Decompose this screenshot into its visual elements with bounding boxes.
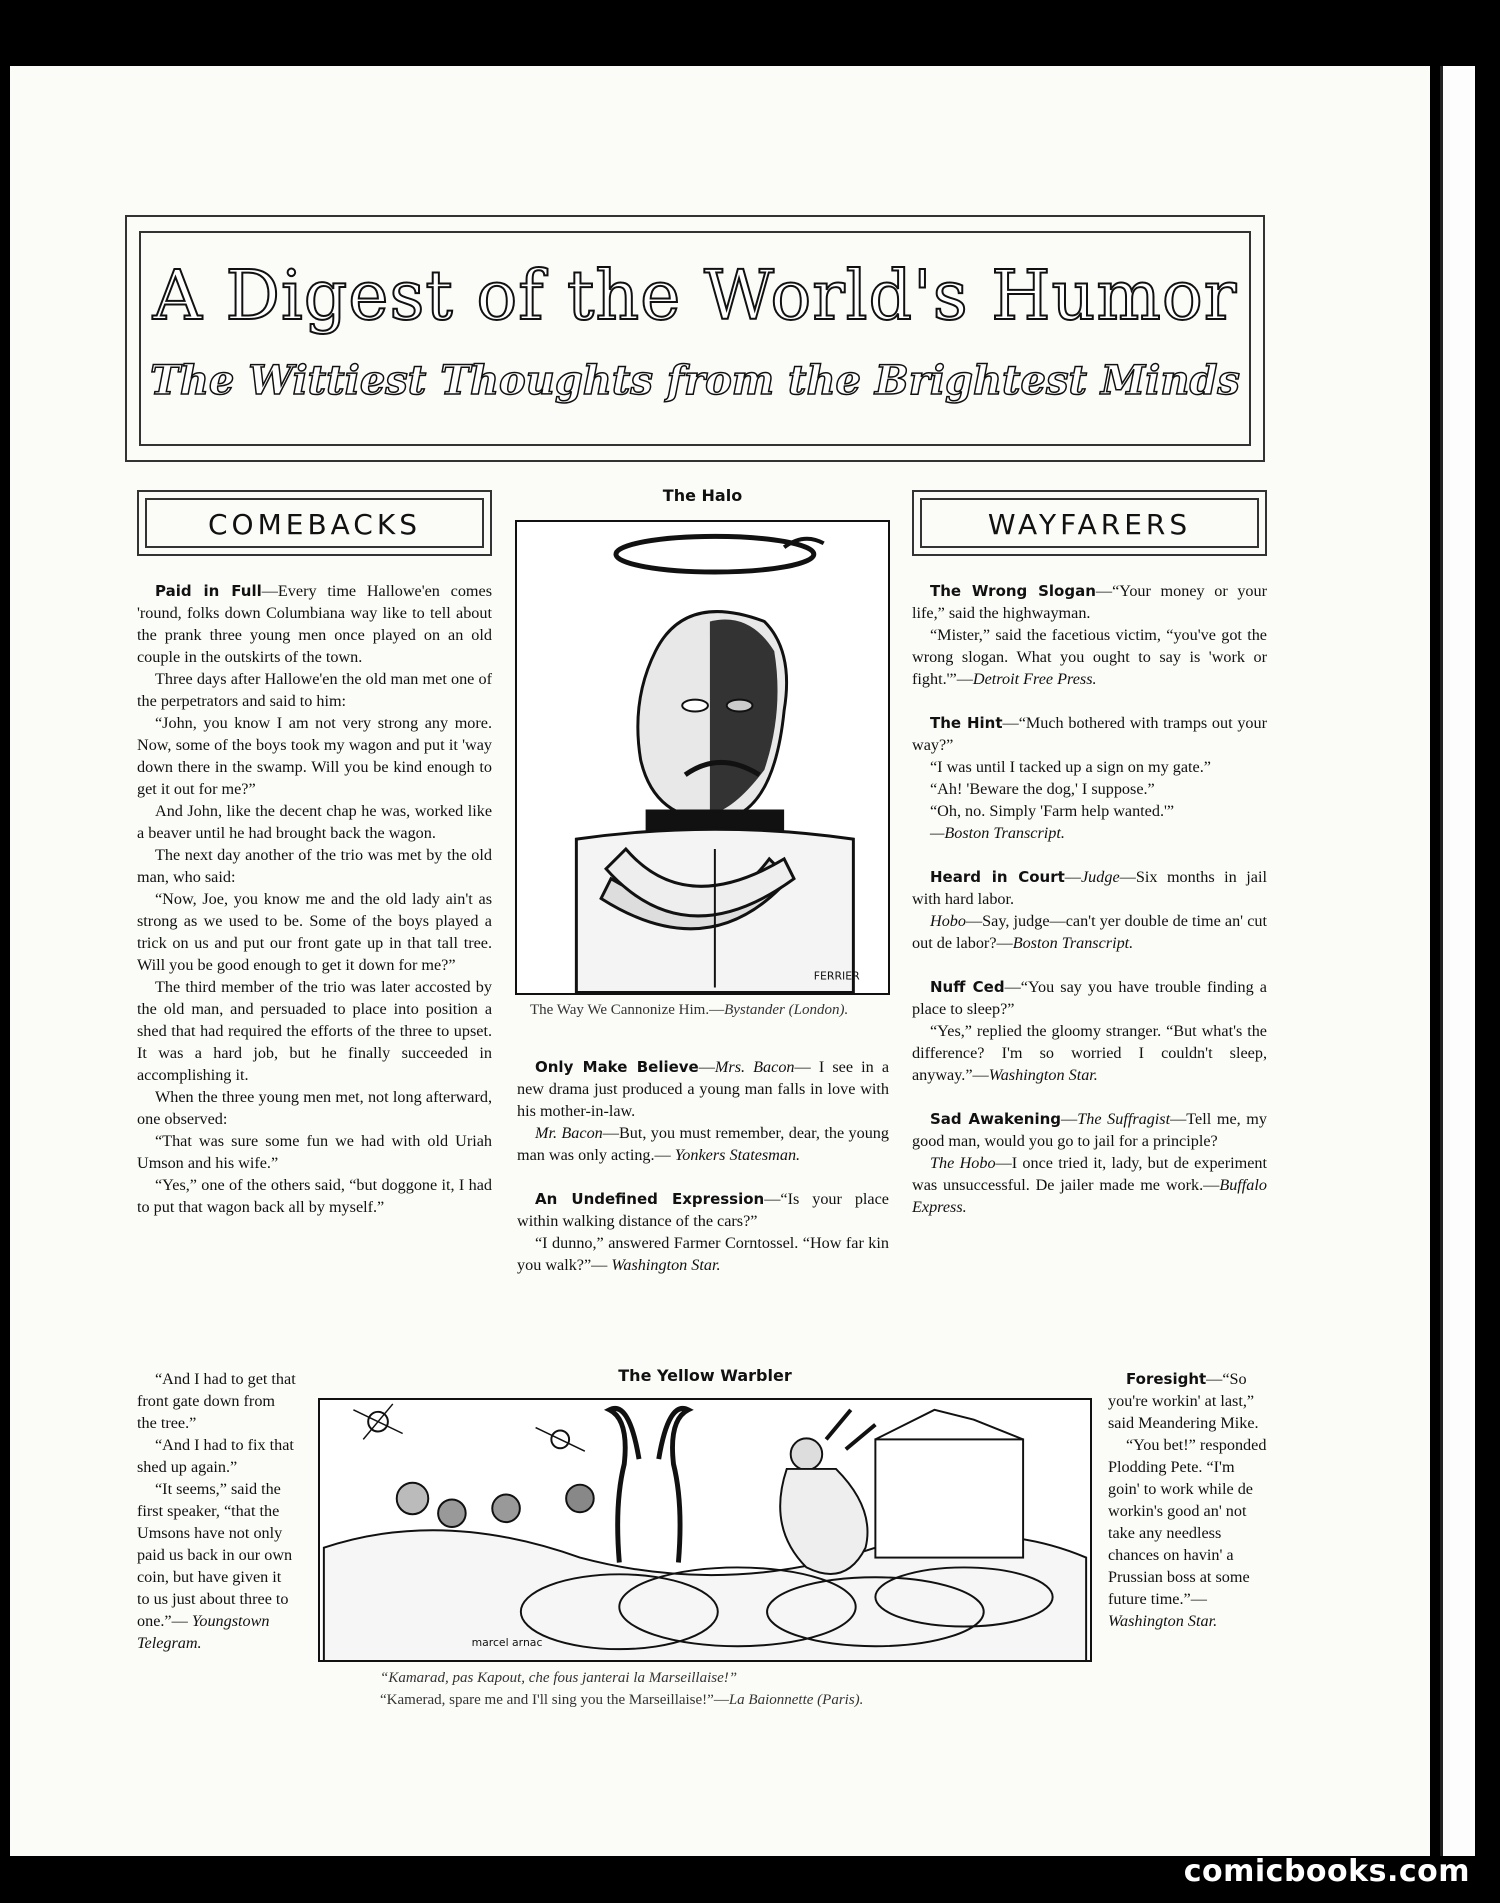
warbler-illustration <box>320 1400 1090 1660</box>
joke-paragraph: Sad Awakening—The Suffragist—Tell me, my good man, would you go to jail for a principle? <box>912 1110 1267 1150</box>
article-heading: Only Make Believe <box>535 1058 699 1076</box>
comebacks-paragraph: “Yes,” one of the others said, “but doggone it, I had to put that wagon back all by myself.” <box>137 1176 492 1216</box>
source-citation: Boston Transcript. <box>1012 934 1134 952</box>
halo-caption: The Way We Cannonize Him.—Bystander (London). <box>530 1002 849 1018</box>
joke-paragraph: “You bet!” responded Plodding Pete. “I'm goin' to work while de workin's good an' not take any needless chances on havin' a Prussian boss at some future time.”— Washington Star. <box>1108 1436 1267 1630</box>
joke-paragraph: The Hobo—I once tried it, lady, but de experiment was unsuccessful. De jailer made me work.—Buffalo Express. <box>912 1154 1267 1216</box>
next-page-edge <box>1440 66 1475 1856</box>
joke-paragraph: “I dunno,” answered Farmer Corntossel. “How far kin you walk?”— Washington Star. <box>517 1234 889 1274</box>
comebacks-paragraph: And John, like the decent chap he was, worked like a beaver until he had brought back the wagon. <box>137 802 492 842</box>
source-citation: —Boston Transcript. <box>930 824 1065 842</box>
joke-paragraph: “Mister,” said the facetious victim, “you've got the wrong slogan. What you ought to say is 'work or fight.'”—Detroit Free Press. <box>912 626 1267 688</box>
source-citation: Yonkers Statesman. <box>674 1146 801 1164</box>
source-citation: Washington Star. <box>1108 1612 1218 1630</box>
source-citation: La Baionnette (Paris). <box>728 1692 864 1708</box>
joke-paragraph: Only Make Believe—Mrs. Bacon— I see in a new drama just produced a young man falls in love with his mother-in-law. <box>517 1058 890 1120</box>
warbler-cartoon-title: The Yellow Warbler <box>618 1366 792 1385</box>
wayfarers-label: WAYFARERS <box>987 508 1192 541</box>
comebacks-paragraph: The next day another of the trio was met by the old man, who said: <box>137 846 492 886</box>
comebacks-paragraph: “And I had to fix that shed up again.” <box>137 1436 294 1476</box>
comebacks-paragraph: The third member of the trio was later accosted by the old man, and persuaded to place into position a shed that had required the efforts of the three to upset. It was a hard job, but he finally succeeded in accomplishing it. <box>137 978 492 1084</box>
comebacks-section-header <box>137 490 492 556</box>
halo-cartoon <box>515 520 890 995</box>
joke-paragraph: Mr. Bacon—But, you must remember, dear, the young man was only acting.— Yonkers Statesman. <box>517 1124 889 1164</box>
warbler-caption-french: “Kamarad, pas Kapout, che fous janterai la Marseillaise!” <box>380 1670 738 1686</box>
warbler-signature: marcel arnac <box>471 1636 543 1650</box>
source-citation: Washington Star. <box>611 1256 721 1274</box>
article-heading: The Hint <box>930 714 1003 732</box>
wayfarers-column <box>912 580 1267 1218</box>
joke-paragraph: Nuff Ced—“You say you have trouble finding a place to sleep?” <box>912 978 1267 1018</box>
article-heading: Foresight <box>1126 1370 1207 1388</box>
article-heading: Heard in Court <box>930 868 1065 886</box>
warbler-caption-english: “Kamerad, spare me and I'll sing you the Marseillaise!”—La Baionnette (Paris). <box>380 1692 864 1708</box>
source-citation: Washington Star. <box>988 1066 1098 1084</box>
article-heading: Nuff Ced <box>930 978 1005 996</box>
middle-column <box>517 1056 889 1276</box>
joke-paragraph: “Yes,” replied the gloomy stranger. “But what's the difference? I'm so worried I couldn't sleep, anyway.”—Washington Star. <box>912 1022 1267 1084</box>
comebacks-paragraph: “And I had to get that front gate down from the tree.” <box>137 1370 296 1432</box>
joke-paragraph: “Oh, no. Simply 'Farm help wanted.'” <box>930 802 1175 820</box>
comebacks-paragraph: “Now, Joe, you know me and the old lady ain't as strong as we used to be. Some of the boys played a trick on us and put our front gate up in that tall tree. Will you be good enough to get it down for me?” <box>137 890 492 974</box>
joke-paragraph: Foresight—“So you're workin' at last,” said Meandering Mike. <box>1108 1370 1259 1432</box>
source-citation: Detroit Free Press. <box>972 670 1097 688</box>
comebacks-paragraph: “That was sure some fun we had with old Uriah Umson and his wife.” <box>137 1132 492 1172</box>
halo-illustration <box>517 522 888 993</box>
halo-signature: FERRIER <box>813 969 860 983</box>
joke-paragraph: The Hint—“Much bothered with tramps out your way?” <box>912 714 1267 754</box>
joke-paragraph: The Wrong Slogan—“Your money or your life,” said the highwayman. <box>912 582 1268 622</box>
joke-paragraph: An Undefined Expression—“Is your place within walking distance of the cars?” <box>517 1190 889 1230</box>
comebacks-paragraph: Paid in Full—Every time Hallowe'en comes 'round, folks down Columbiana way like to tell about the prank three young men once played on an old couple in the outskirts of the town. <box>137 582 492 666</box>
article-heading: Paid in Full <box>155 582 262 600</box>
joke-paragraph: Hobo—Say, judge—can't yer double de time an' cut out de labor?—Boston Transcript. <box>912 912 1267 952</box>
source-citation: Youngstown Telegram. <box>137 1612 270 1652</box>
comebacks-column <box>137 580 492 1218</box>
halo-cartoon-title: The Halo <box>662 486 743 505</box>
page-title: A Digest of the World's Humor <box>152 257 1238 336</box>
article-heading: The Wrong Slogan <box>930 582 1096 600</box>
wayfarers-column-continued <box>1108 1368 1268 1632</box>
source-citation: Buffalo Express. <box>912 1176 1267 1216</box>
warbler-cartoon <box>318 1398 1092 1662</box>
page-subtitle: The Wittiest Thoughts from the Brightest Minds <box>150 357 1240 404</box>
source-citation: Bystander (London). <box>724 1002 849 1018</box>
title-banner <box>125 215 1265 462</box>
comebacks-paragraph: When the three young men met, not long afterward, one observed: <box>137 1088 492 1128</box>
article-heading: Sad Awakening <box>930 1110 1062 1128</box>
joke-paragraph: “Ah! 'Beware the dog,' I suppose.” <box>930 780 1155 798</box>
site-watermark: comicbooks.com <box>1183 1854 1470 1889</box>
comebacks-label: COMEBACKS <box>208 508 421 541</box>
joke-paragraph: “I was until I tacked up a sign on my gate.” <box>930 758 1211 776</box>
comebacks-paragraph: Three days after Hallowe'en the old man met one of the perpetrators and said to him: <box>137 670 492 710</box>
comebacks-paragraph: “John, you know I am not very strong any more. Now, some of the boys took my wagon and put it 'way down there in the swamp. Will you be kind enough to get it out for me?” <box>137 714 492 798</box>
joke-paragraph: Heard in Court—Judge—Six months in jail with hard labor. <box>912 868 1267 908</box>
comebacks-paragraph: “It seems,” said the first speaker, “that the Umsons have not only paid us back in our own coin, but have given it to us just about three to one.”— Youngstown Telegram. <box>137 1480 293 1652</box>
article-heading: An Undefined Expression <box>535 1190 765 1208</box>
wayfarers-section-header <box>912 490 1267 556</box>
comebacks-column-continued <box>137 1368 297 1654</box>
